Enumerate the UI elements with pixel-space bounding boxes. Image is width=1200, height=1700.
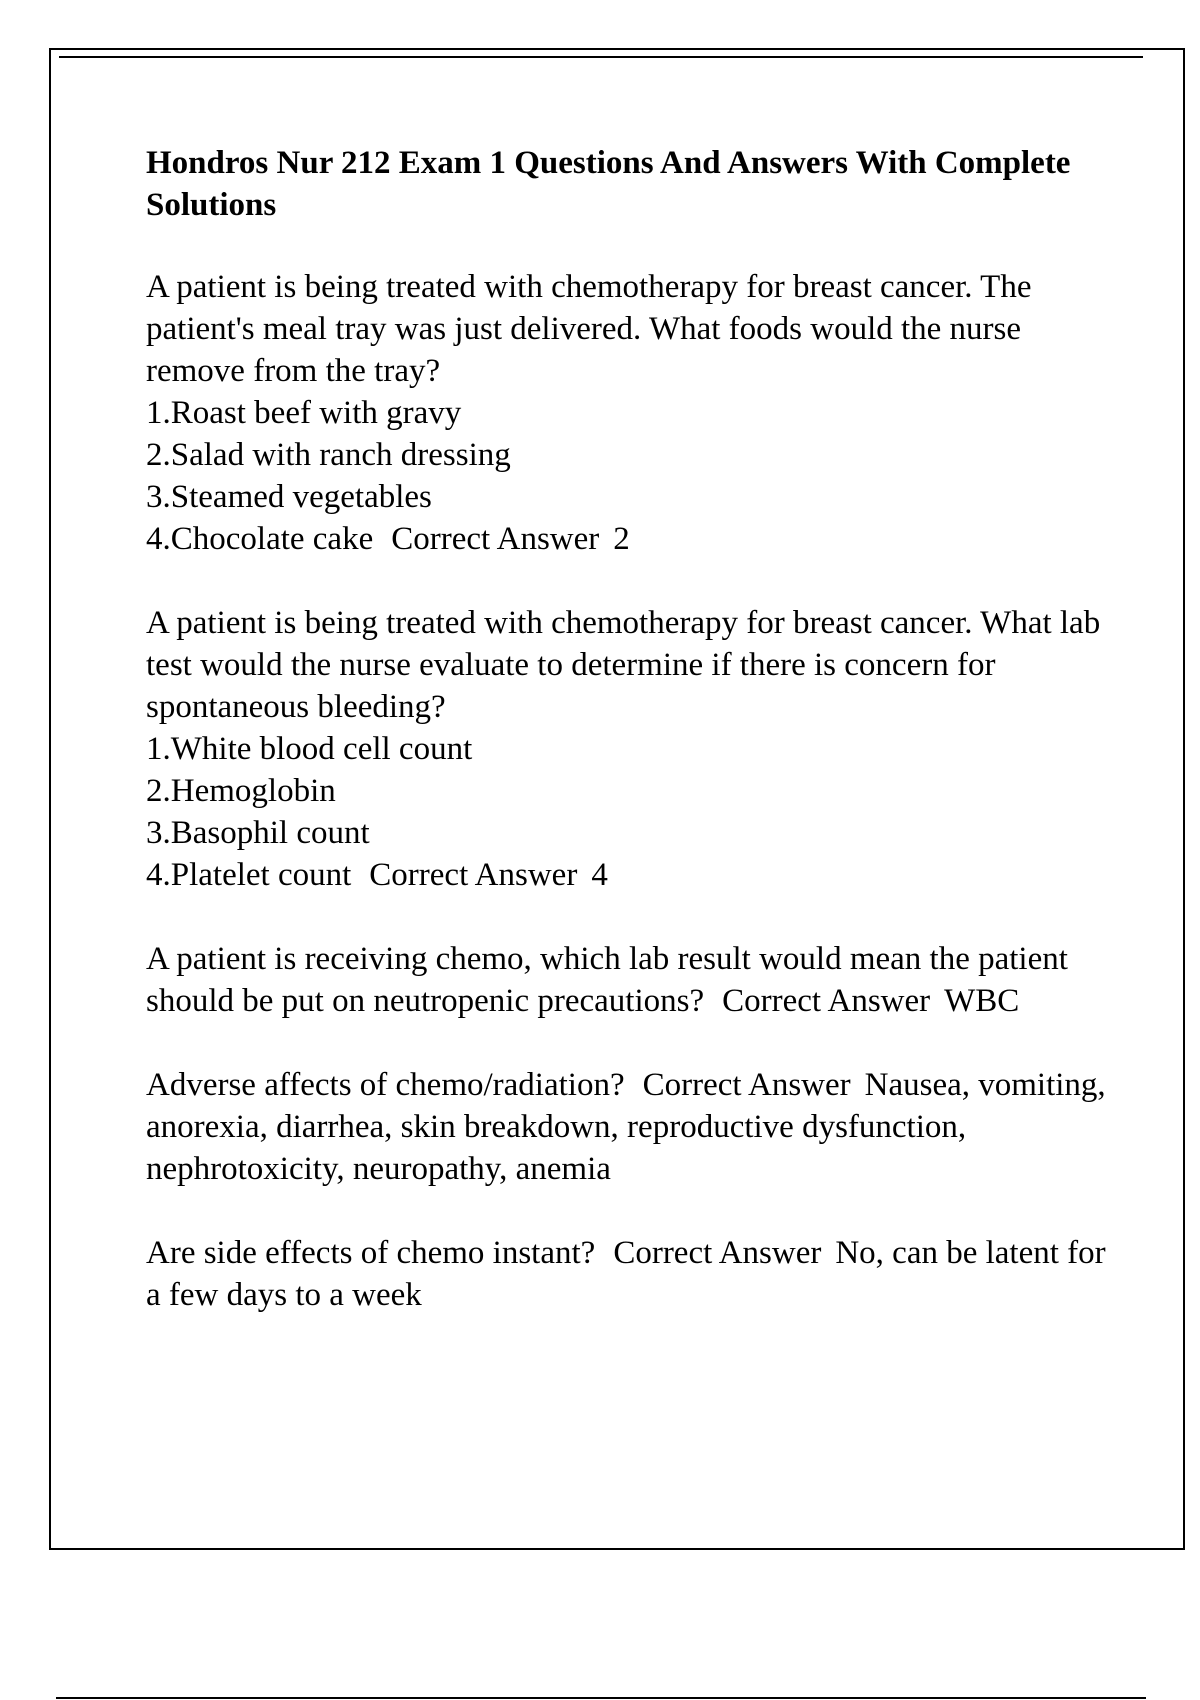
footer-rule — [56, 1697, 1146, 1699]
answer-text: Nausea, vomiting, anorexia, diarrhea, skin breakdown, reproductive dysfunction, nephrotoxicity, neuropathy, anemia — [146, 1067, 1106, 1187]
document-body — [146, 142, 1116, 1358]
qa-item-5 — [146, 1232, 1116, 1316]
option: 2.Salad with ranch dressing — [146, 437, 511, 473]
header-rule — [59, 56, 1143, 58]
correct-answer-label: Correct Answer — [613, 1235, 822, 1271]
option: 3.Basophil count — [146, 815, 370, 851]
question-text: Adverse affects of chemo/radiation? — [146, 1067, 625, 1103]
correct-answer-label: Correct Answer — [722, 983, 931, 1019]
document-title: Hondros Nur 212 Exam 1 Questions And Answers With Complete Solutions — [146, 145, 1071, 223]
answer-text: 2 — [613, 521, 630, 557]
option-with-answer — [146, 854, 1116, 896]
qa-item-2 — [146, 602, 1116, 896]
correct-answer-label: Correct Answer — [642, 1067, 851, 1103]
question-text: A patient is being treated with chemotherapy for breast cancer. What lab test would the nurse evaluate to determine if there is concern for spontaneous bleeding? — [146, 605, 1109, 725]
option: 3.Steamed vegetables — [146, 479, 432, 515]
qa-item-1 — [146, 266, 1116, 560]
qa-item-4 — [146, 1064, 1116, 1190]
option: 2.Hemoglobin — [146, 773, 336, 809]
question-text: A patient is being treated with chemotherapy for breast cancer. The patient's meal tray was just delivered. What foods would the nurse remove from the tray? — [146, 269, 1040, 389]
option: 4.Chocolate cake — [146, 521, 374, 557]
option: 4.Platelet count — [146, 857, 352, 893]
correct-answer-label: Correct Answer — [391, 521, 600, 557]
answer-text: 4 — [591, 857, 608, 893]
question-text: Are side effects of chemo instant? — [146, 1235, 596, 1271]
question-text: A patient is receiving chemo, which lab result would mean the patient should be put on neutropenic precautions? — [146, 941, 1068, 1019]
option-with-answer — [146, 518, 1116, 560]
correct-answer-label: Correct Answer — [369, 857, 578, 893]
option: 1.Roast beef with gravy — [146, 395, 462, 431]
answer-text: No, can be latent for a few days to a week — [146, 1235, 1106, 1313]
answer-text: WBC — [944, 983, 1020, 1019]
qa-item-3 — [146, 938, 1116, 1022]
option: 1.White blood cell count — [146, 731, 473, 767]
